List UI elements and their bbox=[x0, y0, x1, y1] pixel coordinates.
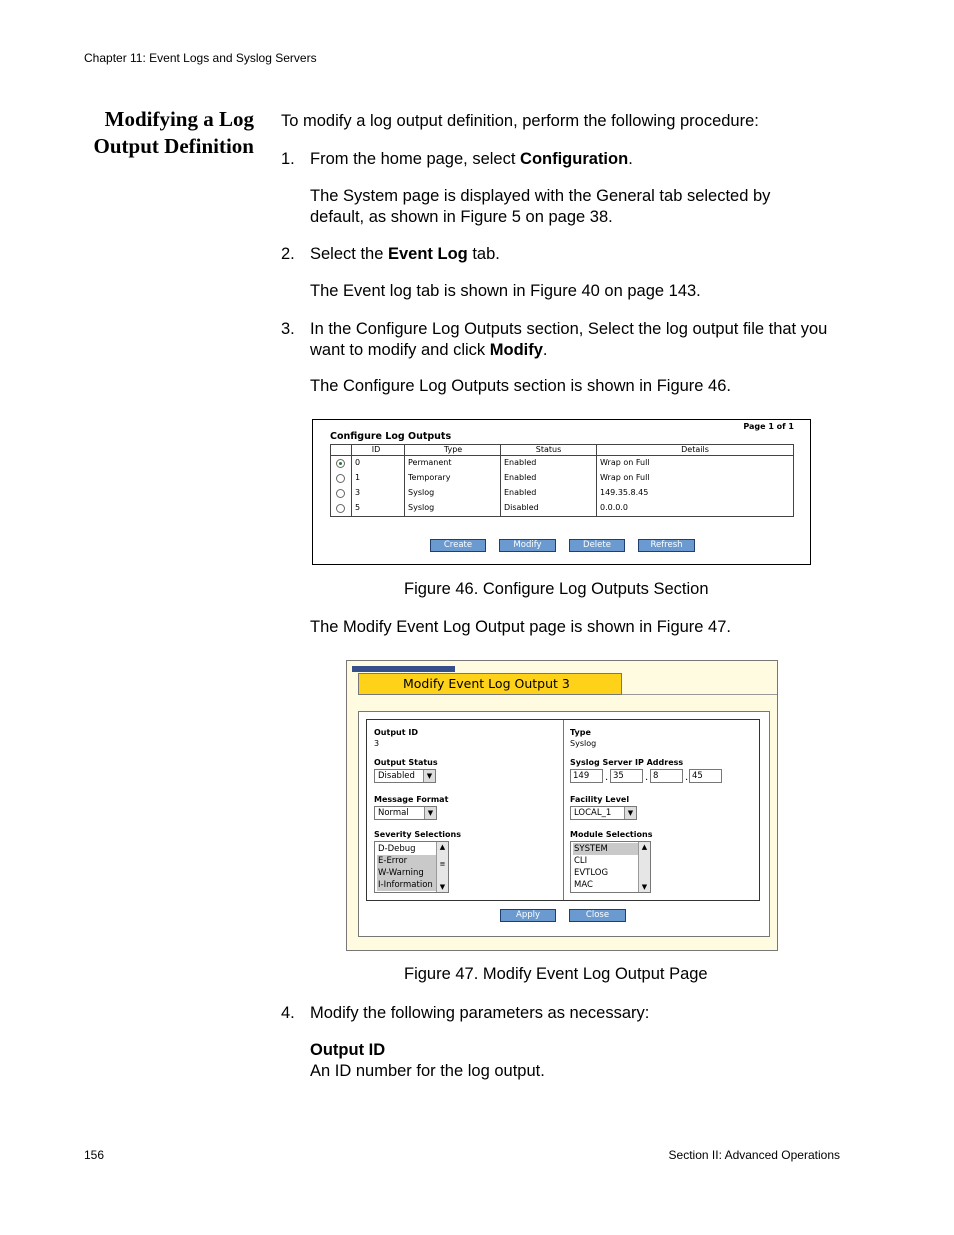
step-1-note bbox=[310, 186, 850, 228]
note-line: The System page is displayed with the General tab selected by bbox=[310, 187, 771, 205]
tab-underline bbox=[622, 694, 777, 695]
module-selections-label: Module Selections bbox=[570, 830, 653, 839]
scrollbar[interactable] bbox=[638, 842, 650, 892]
form-fields bbox=[366, 719, 760, 901]
output-status-select[interactable] bbox=[374, 769, 436, 783]
type-label: Type bbox=[570, 728, 591, 737]
facility-level-value: LOCAL_1 bbox=[574, 808, 612, 818]
scroll-down-icon[interactable]: ▼ bbox=[439, 883, 446, 891]
step-text: . bbox=[542, 341, 548, 359]
step-number: 4. bbox=[281, 1004, 295, 1022]
ip-separator: . bbox=[645, 772, 649, 783]
syslog-ip-label: Syslog Server IP Address bbox=[570, 758, 684, 767]
ip-separator: . bbox=[605, 772, 609, 783]
column-header: Status bbox=[535, 445, 562, 454]
row-type: Syslog bbox=[408, 503, 435, 512]
list-item[interactable]: SYSTEM bbox=[573, 843, 638, 855]
row-status: Disabled bbox=[504, 503, 539, 512]
form-panel bbox=[358, 711, 770, 937]
ui-term: Event Log bbox=[387, 245, 468, 263]
ip-octet-4-input[interactable]: 45 bbox=[689, 769, 722, 783]
delete-button[interactable]: Delete bbox=[569, 539, 625, 552]
page-number: 156 bbox=[84, 1148, 105, 1162]
row-select-radio[interactable] bbox=[336, 459, 345, 468]
row-details: Wrap on Full bbox=[600, 458, 650, 467]
step-number: 2. bbox=[281, 245, 295, 263]
list-item[interactable]: EVTLOG bbox=[574, 868, 609, 878]
output-status-value: Disabled bbox=[378, 771, 415, 781]
severity-selections-label: Severity Selections bbox=[374, 830, 461, 839]
step-3-text bbox=[310, 319, 850, 361]
ip-octet-2-input[interactable]: 35 bbox=[610, 769, 643, 783]
scroll-up-icon[interactable]: ▲ bbox=[641, 843, 648, 851]
list-item[interactable]: E-Error bbox=[377, 855, 436, 867]
output-id-label: Output ID bbox=[374, 728, 418, 737]
log-outputs-table bbox=[330, 444, 794, 517]
parameter-description: An ID number for the log output. bbox=[310, 1062, 545, 1080]
figure-47-intro: The Modify Event Log Output page is shown in Figure 47. bbox=[310, 618, 731, 636]
list-item[interactable]: CLI bbox=[574, 856, 588, 866]
note-line: default, as shown in Figure 5 on page 38. bbox=[310, 208, 613, 226]
step-3-note: The Configure Log Outputs section is shown in Figure 46. bbox=[310, 377, 731, 395]
row-status: Enabled bbox=[504, 488, 537, 497]
row-details: 0.0.0.0 bbox=[600, 503, 628, 512]
section-title-line1: Modifying a Log bbox=[104, 107, 254, 131]
modify-event-log-output-figure bbox=[346, 660, 778, 951]
ui-term: Modify bbox=[489, 341, 543, 359]
list-item[interactable]: D-Debug bbox=[378, 844, 416, 854]
column-divider bbox=[404, 445, 405, 516]
parameter-title: Output ID bbox=[310, 1041, 386, 1059]
row-select-radio[interactable] bbox=[336, 489, 345, 498]
column-divider bbox=[596, 445, 597, 516]
page-indicator: Page 1 of 1 bbox=[743, 422, 794, 431]
ip-octet-1-input[interactable]: 149 bbox=[570, 769, 603, 783]
ip-separator: . bbox=[685, 772, 689, 783]
refresh-button[interactable]: Refresh bbox=[638, 539, 695, 552]
facility-level-label: Facility Level bbox=[570, 795, 630, 804]
step-text: In the Configure Log Outputs section, Select the log output file that you bbox=[310, 320, 828, 338]
row-id: 5 bbox=[355, 503, 361, 512]
figure-46-caption: Figure 46. Configure Log Outputs Section bbox=[404, 580, 709, 598]
chapter-header: Chapter 11: Event Logs and Syslog Servers bbox=[84, 51, 317, 65]
column-divider bbox=[563, 720, 564, 900]
step-number: 3. bbox=[281, 320, 295, 338]
row-type: Temporary bbox=[408, 473, 451, 482]
close-button[interactable]: Close bbox=[569, 909, 626, 922]
output-status-label: Output Status bbox=[374, 758, 438, 767]
intro-text: To modify a log output definition, perform the following procedure: bbox=[281, 112, 759, 130]
row-details: Wrap on Full bbox=[600, 473, 650, 482]
ui-term: Configuration bbox=[520, 150, 629, 168]
step-2-text bbox=[310, 244, 850, 265]
row-type: Syslog bbox=[408, 488, 435, 497]
step-text: tab. bbox=[467, 245, 500, 263]
section-title bbox=[60, 106, 254, 160]
step-text: From the home page, select bbox=[310, 150, 521, 168]
create-button[interactable]: Create bbox=[430, 539, 486, 552]
step-number: 1. bbox=[281, 150, 295, 168]
type-value: Syslog bbox=[570, 739, 597, 748]
row-id: 3 bbox=[355, 488, 361, 497]
footer-section: Section II: Advanced Operations bbox=[668, 1148, 840, 1162]
step-2-note: The Event log tab is shown in Figure 40 on page 143. bbox=[310, 282, 701, 300]
modify-button[interactable]: Modify bbox=[499, 539, 556, 552]
step-1-text bbox=[310, 149, 850, 170]
column-header: Details bbox=[681, 445, 709, 454]
step-text: Select the bbox=[310, 245, 388, 263]
section-title-line2: Output Definition bbox=[93, 134, 254, 158]
message-format-label: Message Format bbox=[374, 795, 449, 804]
severity-listbox[interactable] bbox=[374, 841, 449, 893]
row-status: Enabled bbox=[504, 458, 537, 467]
facility-level-select[interactable] bbox=[570, 806, 637, 820]
scroll-up-icon[interactable]: ▲ bbox=[439, 843, 446, 851]
step-4-text: Modify the following parameters as necessary: bbox=[310, 1004, 650, 1022]
step-text bbox=[310, 340, 850, 361]
scroll-thumb-icon[interactable]: ≡ bbox=[439, 860, 446, 868]
figure-47-caption: Figure 47. Modify Event Log Output Page bbox=[404, 965, 708, 983]
step-text: . bbox=[628, 150, 633, 168]
list-item[interactable]: W-Warning bbox=[377, 867, 436, 879]
row-details: 149.35.8.45 bbox=[600, 488, 649, 497]
scroll-down-icon[interactable]: ▼ bbox=[641, 883, 648, 891]
row-type: Permanent bbox=[408, 458, 452, 467]
chevron-down-icon: ▼ bbox=[424, 807, 436, 819]
list-item[interactable]: I-Information bbox=[377, 879, 436, 891]
module-listbox[interactable] bbox=[570, 841, 651, 893]
row-status: Enabled bbox=[504, 473, 537, 482]
apply-button[interactable]: Apply bbox=[500, 909, 556, 922]
row-id: 0 bbox=[355, 458, 361, 467]
row-select-radio[interactable] bbox=[336, 474, 345, 483]
column-header: Type bbox=[443, 445, 463, 454]
tab-modify-event-log-output[interactable]: Modify Event Log Output 3 bbox=[358, 673, 622, 695]
row-id: 1 bbox=[355, 473, 361, 482]
column-header: ID bbox=[371, 445, 381, 454]
step-text: want to modify and click bbox=[310, 341, 490, 359]
tab-strip bbox=[352, 666, 455, 672]
message-format-select[interactable] bbox=[374, 806, 437, 820]
section-heading: Configure Log Outputs bbox=[330, 431, 452, 442]
message-format-value: Normal bbox=[378, 808, 409, 818]
output-id-value: 3 bbox=[374, 739, 380, 748]
scrollbar[interactable] bbox=[436, 842, 448, 892]
column-divider bbox=[500, 445, 501, 516]
list-item[interactable]: MAC bbox=[574, 880, 593, 890]
chevron-down-icon: ▼ bbox=[423, 770, 435, 782]
configure-log-outputs-figure bbox=[312, 419, 811, 565]
header-divider bbox=[331, 455, 793, 456]
ip-octet-3-input[interactable]: 8 bbox=[650, 769, 683, 783]
column-divider bbox=[351, 445, 352, 516]
row-select-radio[interactable] bbox=[336, 504, 345, 513]
chevron-down-icon: ▼ bbox=[624, 807, 636, 819]
